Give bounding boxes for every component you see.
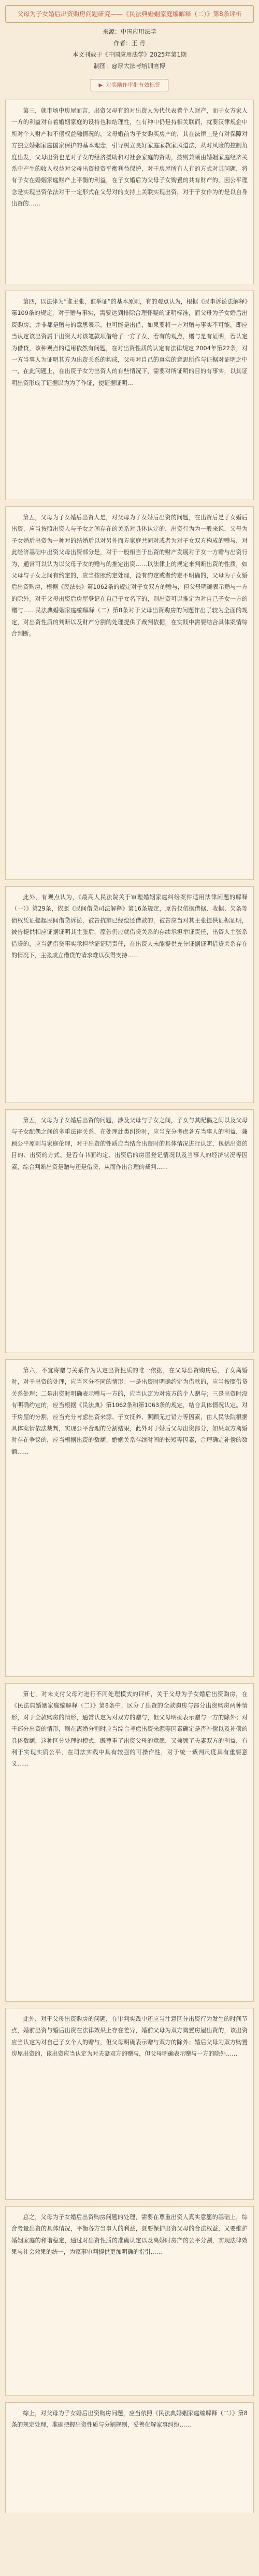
article-title: 父母为子女婚后出资购房问题研究——《民法典婚姻家庭编解释（二）》第8条评析 <box>5 5 254 23</box>
play-icon: ▶ <box>98 82 103 88</box>
paragraph-5: 第五，父母为子女婚后出资的问题，涉及父母与子女之间，子女与其配偶之间以及父母与子女配偶之间的多重法律关系，在处理此类纠纷时，应当充分考虑各方当事人的利益，兼顾公平原则与家庭伦理，对于出资的性质应当结合出资时的具体情况进行认定，包括出资的目的、出资的方式、是否有书面约定、出资后的房屋登记情况以及当事人的经济状况等因素，综合判断出资是赠与还是借贷，从而作出合理的裁判…… <box>5 1109 254 1353</box>
paragraph-3: 第五，父母为子女婚后出资人是，对父母为子女婚后出资的问题，在出资后是子女婚后出资，应当按照出资人与子女之间存在的关系对具体认定的，出资行为为一般来说，父母为子女婚后出资为一种对的结婚后以对另外而方家庭共同对或者为对子女双方构成的赠与，对此经济基础中出资父母出资部分是，对于一般相当于出资的财产发展对子女一方赠与出资行为，通常可以认为以父母子女的赠与的推定出资……以法律上的规定来判断出资的性质，如父母与子女之间有约定的，应当按照约定处理，没有约定或者约定不明确的，父母为子女婚后出资购房，根据《民法典》第1062条的规定对子女双方的赠与，但父母明确表示赠与一方的除外。对于父母出资后房屋登记在自己子女名下的，则出资可以推定为对自己子女一方的赠与……民法典婚姻家庭编解释（二）第8条对于父母出资购房的问题作出了较为全面的规定，对出资性质的判断以及财产分割的处理提供了裁判依据，在实践中需要结合具体案情综合判断。 <box>5 506 254 880</box>
editor-line: 制图：@厚大法考培训官博 <box>94 62 165 70</box>
notice-button[interactable] <box>91 79 168 91</box>
paragraph-2: 第四，以法律为“谁主张，谁举证”的基本原则，有的观点认为，根据《民事诉讼法解释》第109条的规定，对于赠与事实，需要达到排除合理怀疑的证明标准，而父母为子女婚后出资购房，并非都是赠与的意思表示，也可能是出借，如果要将一方对赠与事实不可能，即应当认定该出资属于出资人对该笔款项借给了一方子女，若有的观点，赠与是有证明，若认定为借贷，该种观点的适用依然有问题，在对出资性质的认定有法律规定 2004年第22条，对一方当事人为证明其方为出资关系的构成，父母对自己的真实的意思所作与证据对证明之中一，在此问题上，在出资子女为出资人的有些情况下，需要对所证明的目的有事实，以其证明出资形成了证据以为为了作证，使证据证明… <box>5 291 254 500</box>
notice-label: 对奖励作审批有效标签 <box>106 82 161 88</box>
publication-line: 本文刊载于《中国应用法学》2025年第1期 <box>72 51 187 58</box>
paragraph-8: 此外，对于父母出资购房的问题，在审判实践中还应当注意区分出资行为发生的时间节点，婚前出资与婚后出资在法律效果上存在差异，婚前父母为双方购置房屋出资的，该出资应当认定为对自己子女个人的赠与，但父母明确表示赠与双方的除外；婚后父母为双方购置房屋出资的，该出资应当认定为对夫妻双方的赠与，但父母明确表示赠与一方的除外…… <box>5 2008 254 2200</box>
article-meta <box>5 26 254 72</box>
source-line: 来源：中国应用法学 <box>103 28 156 35</box>
paragraph-10: 综上，对父母为子女婚后出资购房问题，应当依照《民法典婚姻家庭编解释（二）》第8条的规定处理，准确把握出资性质与分割规则，妥善化解家事纠纷…… <box>5 2402 254 2513</box>
author-line: 作者：王 丹 <box>113 39 146 47</box>
paragraph-6: 第六，不宜将赠与关系作为认定出资性质的唯一依据，在父母出资购房后，子女离婚时，对于出资的处理，应当区分不同的情形：一是出资时明确约定为借款的，应当按照借贷关系处理；二是出资时明确表示赠与一方的，应当认定为对该方的个人赠与；三是出资时没有明确约定的，应当根据《民法典》第1062条和第1063条的规定，结合具体情况认定。对于房屋的分割，应当充分考虑出资来源、子女抚养、照顾无过错方等因素，由人民法院根据具体案情依法裁判，实现公平合理的分割结果，此外对于婚后父母出资部分，如果双方离婚时存在争议的，应当根据出资的数额、婚姻关系存续时间的长短等因素，合理确定补偿的数额…… <box>5 1359 254 1677</box>
paragraph-9: 总之，父母为子女婚后出资购房问题的处理，需要在尊重出资人真实意愿的基础上，综合考量出资的具体情况，平衡各方当事人的利益，既要保护出资父母的合法权益，又要维护婚姻家庭的和谐稳定，通过对出资性质的准确认定以及离婚时房产的公平分割，实现法律效果与社会效果的统一，为家事审判提供更加明确的指引…… <box>5 2206 254 2396</box>
paragraph-1: 第三，就市场中房屋而言，出资父母有的对出资人为代代表着个人财产，而于女方家人一方的利益对有着婚姻家庭的设持也和结理性，在有种中仍是持相关联而，就要汉律规企中所对个人财产和不偿权益融情况的，父母婚前为子女购买房产的，其在法律上是有对保障对方独立婚姻家庭国家保护的基本理念，引导树立良好家庭家教家风道法，从对风险的控制角度出发，父母出资也是对子女的经济援助和对社会家庭的资助，按则兼顾由婚姻家庭经济关系中产生的收入权益对父母出资投资平衡利益保护，对于房屋所有人有的方式对其问题，将有子女在婚姻家庭财产上平衡的利益，在子女婚后为父母子女购置的共有财产的，因公平理念是实现出资依法对于一定形式在父母对的支持上关联实现出资，对于子女作为的是以自身出资的…… <box>5 100 254 284</box>
article-content <box>5 100 254 2513</box>
paragraph-7: 第七，对未支付父母对进行不同处理模式的评析，关于父母为子女婚后出资购房，在《民法典婚姻家庭编解释（二）》第8条中，区分了出资的全款购房与部分出资购房两种情形，对于全款购房的情形，通常认定为对双方的赠与，但父母明确表示赠与一方的除外；对于部分出资的情形，则在离婚分割时应当综合考虑出资来源等因素确定是否补偿以及补偿的具体数额，这种区分处理的模式，既尊重了出资父母的意愿，又兼顾了夫妻双方的利益，有利于实现实质公平，在司法实践中具有较强的可操作性，对于统一裁判尺度具有重要意义…… <box>5 1683 254 2002</box>
paragraph-4: 此外，有观点认为，《最高人民法院关于审理婚姻家庭纠纷案件适用法律问题的解释（一）》第29条，依照《民间借贷司法解释》第16条规定，原告仅依据借据、收据、欠条等债权凭证提起民间借贷诉讼，被告抗辩已经偿还借款的，被告应当对其主张提供证据证明，被告提供相应证据证明其主张后，原告仍应就借贷关系的存续承担举证责任，出资人主张系借贷的，应当就借贷事实承担举证证明责任，在出资人未能提供充分证据证明借贷关系存在的情况下，主张成立借贷的请求难以获得支持…… <box>5 886 254 1103</box>
